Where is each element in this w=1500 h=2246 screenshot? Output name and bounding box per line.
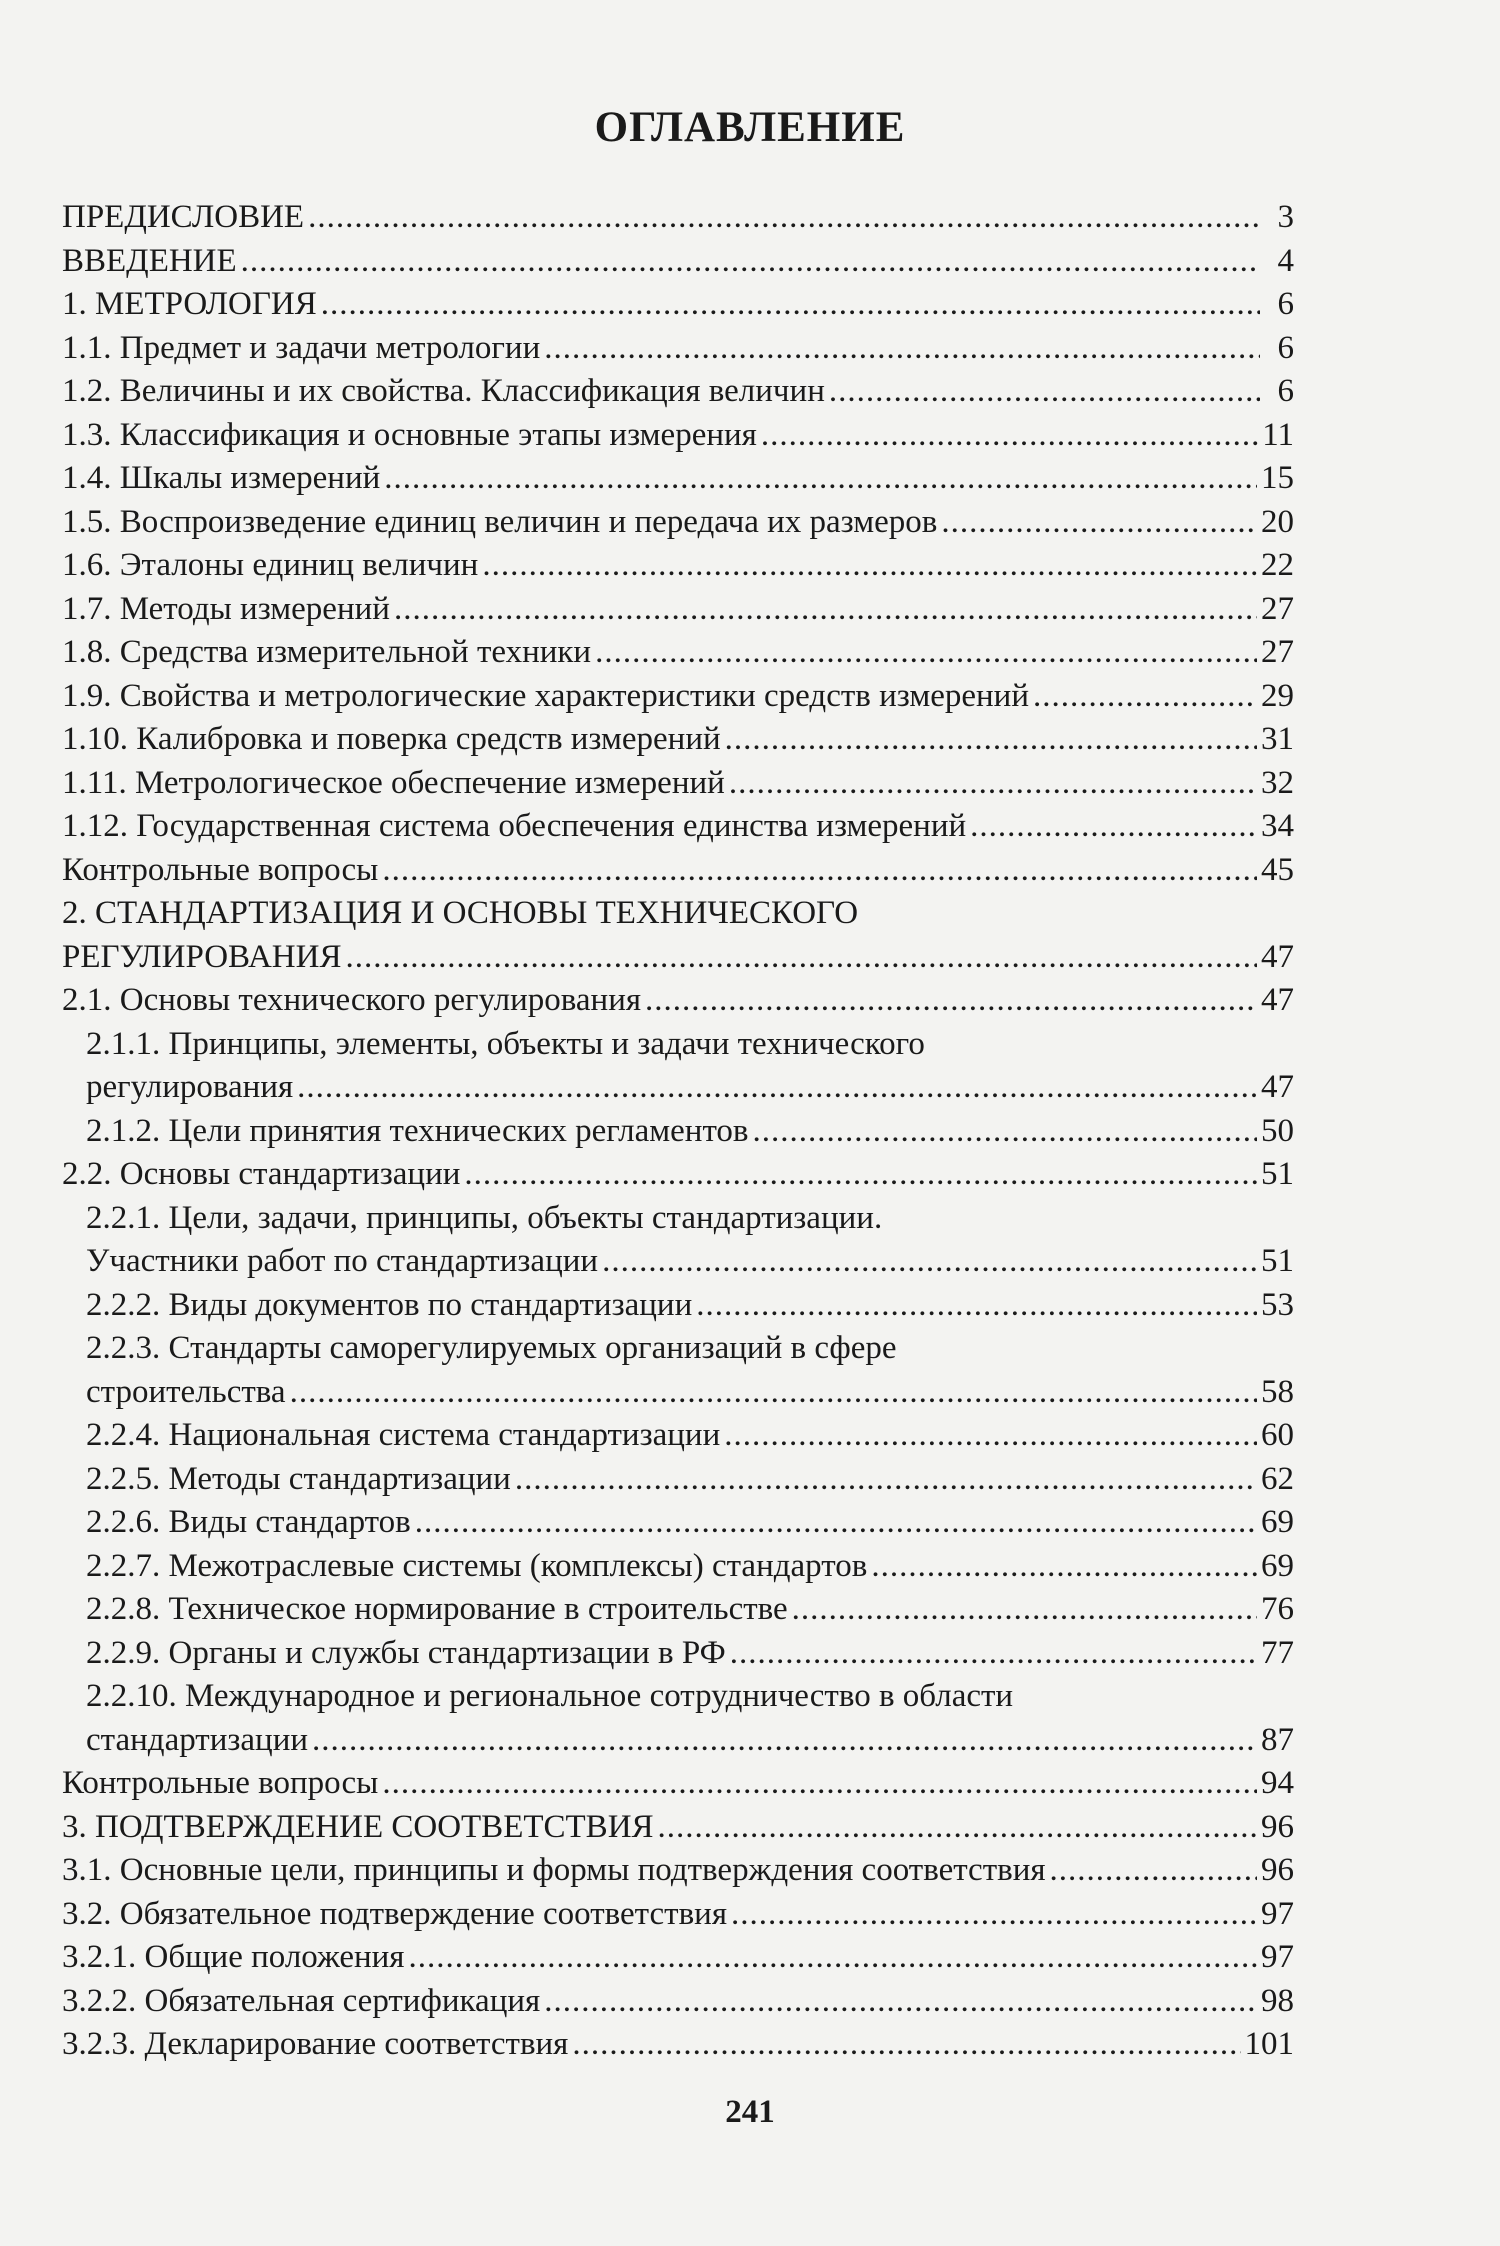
toc-entry-title: 1.1. Предмет и задачи метрологии [62,329,541,366]
toc-leader-dots [1033,675,1257,719]
toc-entry [62,240,1294,284]
toc-entry [62,805,1294,849]
toc-entry-page: 87 [1261,1721,1294,1758]
toc-leader-dots [871,1545,1257,1589]
toc-entry-title: Участники работ по стандартизации [86,1243,599,1279]
toc-leader-dots [382,1762,1257,1806]
toc-leader-dots [941,501,1257,545]
toc-leader-dots [753,1110,1257,1154]
toc-entry-page: 27 [1261,590,1294,627]
toc-entry-page: 11 [1262,416,1294,453]
toc-entry [62,1980,1294,2024]
toc-leader-dots [382,849,1257,893]
toc-entry [62,588,1294,632]
page-title: ОГЛАВЛЕНИЕ [594,104,906,151]
toc-entry-page: 27 [1261,634,1294,670]
toc-entry-page: 29 [1261,677,1294,714]
toc-entry [62,283,1294,327]
toc-entry-title: 1.4. Шкалы измерений [62,460,381,496]
toc-entry-title: 2.2.3. Стандарты саморегулируемых организаций в сфере [86,1330,897,1366]
toc-entry-title: 2.2.4. Национальная система стандартизации [86,1417,721,1453]
toc-entry-page: 15 [1261,460,1294,496]
toc-entry-title: 1.8. Средства измерительной техники [62,634,592,670]
toc-leader-dots [464,1153,1257,1197]
toc-entry [62,1849,1294,1893]
toc-leader-dots [1050,1849,1257,1893]
toc-entry-page: 51 [1261,1243,1294,1279]
toc-entry [62,849,1294,893]
toc-entry-title: 3.2.3. Декларирование соответствия [62,2026,569,2062]
toc-entry-page: 69 [1261,1547,1294,1584]
toc-entry-title: строительства [86,1373,286,1410]
toc-entry [62,631,1294,675]
toc-leader-dots [595,631,1257,675]
toc-entry-title: 2.2.5. Методы стандартизации [86,1460,511,1497]
toc-entry-page: 62 [1261,1460,1294,1497]
toc-entry-title: 1.6. Эталоны единиц величин [62,547,479,583]
toc-leader-dots [970,805,1257,849]
toc-entry-page: 31 [1261,721,1294,757]
toc-entry [62,1545,1294,1589]
toc-entry [62,2023,1294,2067]
toc-entry-page: 47 [1261,982,1294,1018]
toc-leader-dots [482,544,1257,588]
toc-leader-dots [544,1980,1257,2024]
toc-entry [62,370,1294,414]
toc-entry-title: 2.1.2. Цели принятия технических регламентов [86,1112,749,1149]
page-number: 241 [725,2094,775,2130]
toc-leader-dots [725,718,1257,762]
toc-entry [62,1153,1294,1197]
toc-entry-title: 2.2.7. Межотраслевые системы (комплексы) стандартов [86,1547,868,1584]
toc-entry-page: 96 [1261,1808,1294,1845]
toc-entry [62,1893,1294,1937]
toc-leader-dots [415,1501,1257,1545]
toc-entry-title: 1.9. Свойства и метрологические характеристики средств измерений [62,677,1029,714]
toc-entry [62,718,1294,762]
toc-entry-page: 6 [1277,329,1294,366]
toc-leader-dots [829,370,1260,414]
toc-leader-dots [729,762,1257,806]
toc-entry [62,1762,1294,1806]
toc-entry-title: 1. МЕТРОЛОГИЯ [62,286,317,322]
toc-leader-dots [724,1414,1257,1458]
toc-entry [62,1806,1294,1850]
toc-entry-title: 2. СТАНДАРТИЗАЦИЯ И ОСНОВЫ ТЕХНИЧЕСКОГО [62,895,859,931]
toc-entry [62,1719,1294,1763]
toc-leader-dots [241,240,1260,284]
toc-entry-page: 3 [1277,199,1294,235]
toc-leader-dots [345,936,1257,980]
toc-entry [62,196,1294,240]
toc-entry-page: 22 [1261,547,1294,583]
toc-entry-title: РЕГУЛИРОВАНИЯ [62,938,342,975]
toc-entry-page: 20 [1261,503,1294,540]
toc-entry [62,414,1294,458]
toc-leader-dots [515,1458,1257,1502]
toc-entry [62,1675,1294,1719]
toc-entry [62,1066,1294,1110]
toc-leader-dots [290,1371,1257,1415]
toc-entry-page: 94 [1261,1765,1294,1801]
toc-entry-title: 1.10. Калибровка и поверка средств измерений [62,721,721,757]
toc-leader-dots [645,979,1257,1023]
toc-entry-page: 76 [1261,1591,1294,1627]
toc-entry-page: 4 [1277,242,1294,279]
toc-entry-title: 1.2. Величины и их свойства. Классификация величин [62,373,825,409]
toc-entry [62,979,1294,1023]
toc-entry-title: 2.2.8. Техническое нормирование в строительстве [86,1591,788,1627]
toc-entry-page: 6 [1277,286,1294,322]
toc-entry-title: ПРЕДИСЛОВИЕ [62,199,305,235]
toc-entry-page: 77 [1261,1634,1294,1671]
toc-leader-dots [297,1066,1257,1110]
toc-leader-dots [731,1893,1257,1937]
toc-entry-title: 1.3. Классификация и основные этапы измерения [62,416,757,453]
toc-entry [62,1284,1294,1328]
toc-entry-page: 47 [1261,1069,1294,1105]
toc-entry-title: 3.1. Основные цели, принципы и формы подтверждения соответствия [62,1852,1046,1888]
toc-entry [62,936,1294,980]
toc-entry-page: 97 [1261,1939,1294,1975]
toc-entry-title: 1.11. Метрологическое обеспечение измерений [62,764,725,801]
toc-entry-page: 34 [1261,808,1294,844]
toc-entry-page: 47 [1261,938,1294,975]
toc-leader-dots [696,1284,1257,1328]
toc-entry-page: 32 [1261,764,1294,801]
toc-entry [62,1501,1294,1545]
toc-entry-title: 1.12. Государственная система обеспечения единства измерений [62,808,967,844]
toc-entry-title: 3.2.1. Общие положения [62,1939,405,1975]
toc-entry-page: 58 [1261,1373,1294,1410]
toc-entry-page: 98 [1261,1982,1294,2019]
toc-entry-title: 1.7. Методы измерений [62,590,390,627]
toc-entry-title: 2.1.1. Принципы, элементы, объекты и задачи технического [86,1025,925,1062]
toc-entry [62,1458,1294,1502]
toc-entry [62,1197,1294,1241]
toc-entry-title: 3.2. Обязательное подтверждение соответствия [62,1895,727,1932]
toc-entry [62,1327,1294,1371]
toc-entry-title: регулирования [86,1069,294,1105]
toc-entry-title: 3. ПОДТВЕРЖДЕНИЕ СООТВЕТСТВИЯ [62,1808,654,1845]
toc-leader-dots [394,588,1257,632]
toc-entry [62,762,1294,806]
toc-entry [62,1240,1294,1284]
toc-entry-title: 2.2.9. Органы и службы стандартизации в РФ [86,1634,726,1671]
toc-entry [62,1936,1294,1980]
toc-entry [62,457,1294,501]
toc-leader-dots [761,414,1258,458]
toc-entry [62,1414,1294,1458]
toc-entry-title: 2.2.6. Виды стандартов [86,1504,411,1540]
toc-entry-title: 2.2.1. Цели, задачи, принципы, объекты стандартизации. [86,1199,883,1236]
toc-entry-page: 60 [1261,1417,1294,1453]
toc-entry [62,544,1294,588]
toc-entry [62,1588,1294,1632]
toc-leader-dots [308,196,1260,240]
toc-leader-dots [730,1632,1257,1676]
toc-entry-title: 2.2. Основы стандартизации [62,1156,461,1192]
toc-entry-title: 3.2.2. Обязательная сертификация [62,1982,541,2019]
toc-entry-title: Контрольные вопросы [62,1765,379,1801]
toc-entry-page: 51 [1261,1156,1294,1192]
toc-entry [62,1371,1294,1415]
table-of-contents [62,196,1294,2067]
toc-entry-title: 2.2.2. Виды документов по стандартизации [86,1286,693,1323]
toc-entry [62,1632,1294,1676]
toc-leader-dots [544,327,1260,371]
toc-leader-dots [321,283,1260,327]
toc-entry-page: 50 [1261,1112,1294,1149]
toc-entry-title: Контрольные вопросы [62,851,379,888]
toc-entry [62,1023,1294,1067]
toc-entry [62,675,1294,719]
toc-entry-page: 101 [1244,2026,1294,2062]
toc-leader-dots [792,1588,1257,1632]
toc-entry-title: 1.5. Воспроизведение единиц величин и передача их размеров [62,503,938,540]
toc-entry-page: 96 [1261,1852,1294,1888]
toc-entry-title: 2.2.10. Международное и региональное сотрудничество в области [86,1678,1014,1714]
toc-entry-page: 53 [1261,1286,1294,1323]
toc-entry-title: стандартизации [86,1721,309,1758]
toc-entry [62,327,1294,371]
toc-leader-dots [312,1719,1257,1763]
toc-entry-page: 97 [1261,1895,1294,1932]
toc-entry-page: 6 [1277,373,1294,409]
toc-entry-title: 2.1. Основы технического регулирования [62,982,642,1018]
toc-entry-title: ВВЕДЕНИЕ [62,242,237,279]
toc-leader-dots [408,1936,1257,1980]
toc-entry [62,1110,1294,1154]
toc-leader-dots [572,2023,1240,2067]
toc-entry-page: 45 [1261,851,1294,888]
toc-entry [62,501,1294,545]
toc-leader-dots [384,457,1257,501]
toc-entry [62,892,1294,936]
toc-leader-dots [602,1240,1257,1284]
toc-entry-page: 69 [1261,1504,1294,1540]
toc-leader-dots [658,1806,1257,1850]
